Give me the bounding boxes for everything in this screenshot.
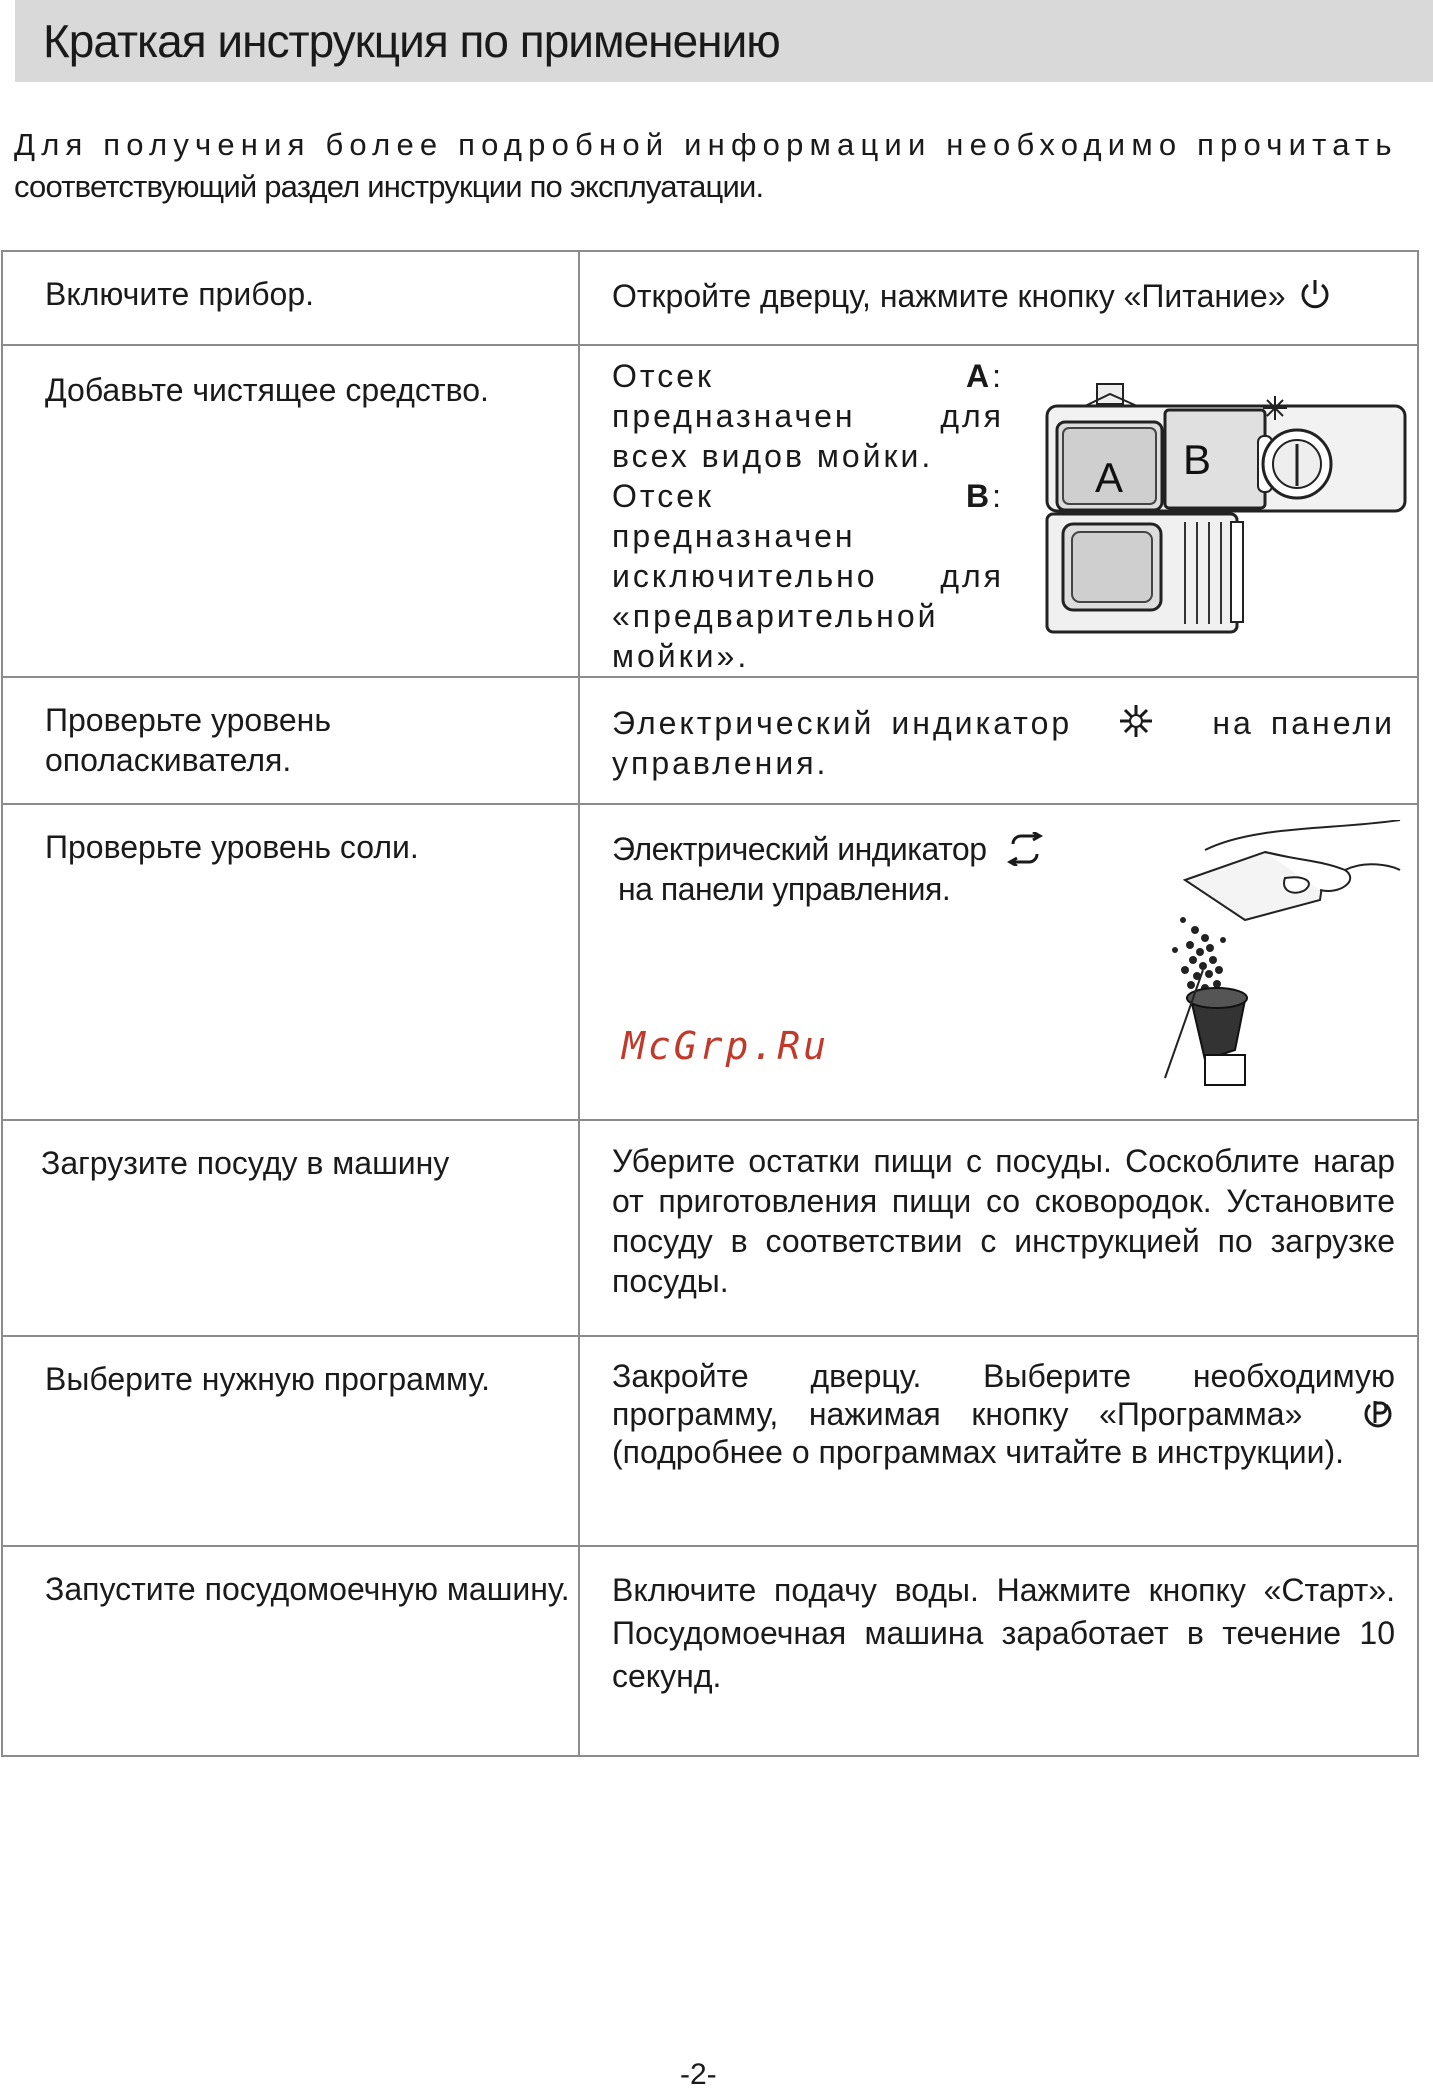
intro-text [14,124,1430,208]
step-action: Добавьте чистящее средство. [45,372,489,408]
step-detail: Включите подачу воды. Нажмите кнопку «Старт». Посудомоечная машина заработает в течение 10 секунд. [612,1572,1395,1694]
table-row [2,251,1418,345]
intro-line-2: соответствующий раздел инструкции по эксплуатации. [14,169,764,204]
step-action: Включите прибор. [45,276,315,312]
step-detail: Откройте дверцу, нажмите кнопку «Питание» [612,278,1286,314]
salt-indicator-icon [1005,832,1045,866]
step-detail: Закройте дверцу. Выберите необходимую программу, нажимая кнопку «Программа» (подробнее о программах читайте в инструкции). [612,1358,1395,1470]
step-action: Проверьте уровень соли. [45,829,419,865]
watermark: McGrp.Ru [622,1024,830,1068]
step-detail: Уберите остатки пищи с посуды. Соскоблите нагар от приготовления пищи со сковородок. Установите посуду в соответствии с инструкцией по загрузке посуды. [612,1143,1395,1299]
page-title: Краткая инструкция по применению [43,15,780,67]
detergent-dispenser-image [1045,374,1410,636]
dispenser-label-a: A [1095,454,1124,501]
power-icon [1298,277,1332,311]
table-row [2,1336,1418,1546]
table-row [2,345,1418,677]
table-row [2,1120,1418,1336]
intro-line-1: Для получения более подробной информации необходимо прочитать [14,127,1398,162]
rinse-aid-indicator-icon [1117,702,1155,740]
table-row [2,804,1418,1120]
table-row [2,1546,1418,1756]
dispenser-label-b: B [1183,436,1212,483]
program-button-icon [1361,1397,1395,1431]
salt-filling-image [1105,820,1405,1110]
compartment-b-letter: B [966,478,993,514]
instruction-table [1,250,1419,1757]
page-number: -2- [680,2058,717,2091]
step-action: Запустите посудомоечную машину. [45,1571,570,1607]
compartment-a-letter: A [966,358,993,394]
step-action: Проверьте уровень ополаскивателя. [45,702,331,778]
step-detail: Электрический индикатор на панели управления. [580,678,1417,783]
step-detail: Отсек A: предназначен для всех видов мойки. Отсек B: предназначен исключительно для «предварительной мойки». [612,358,1004,674]
step-detail: Электрический индикатор на панели управления. [580,805,1134,909]
step-action: Загрузите посуду в машину [41,1145,450,1181]
step-action: Выберите нужную программу. [45,1361,490,1397]
table-row [2,677,1418,804]
